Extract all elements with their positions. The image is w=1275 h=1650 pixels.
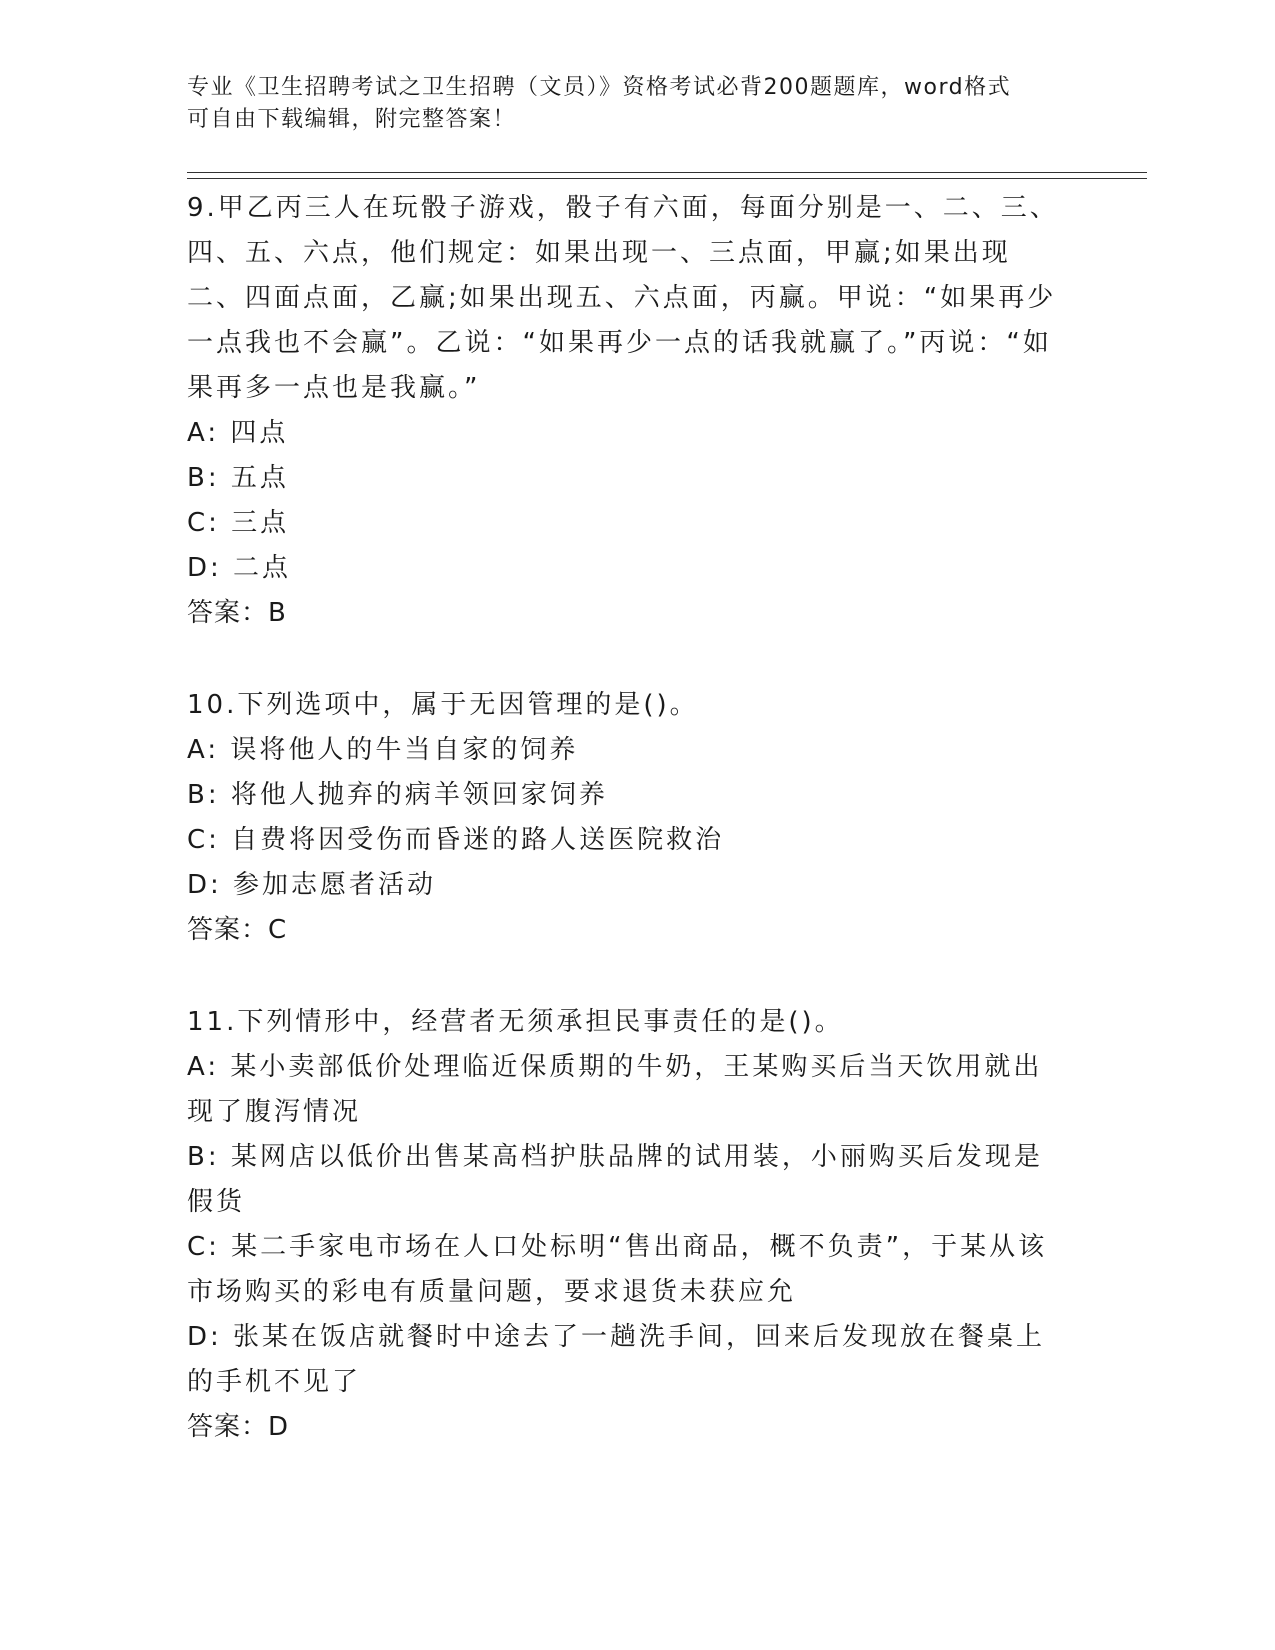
question-11-option-c: C: 某二手家电市场在人口处标明“售出商品，概不负责”，于某从该市场购买的彩电有质量问题，要求退货未获应允 [187, 1232, 1048, 1307]
question-11-text: 11.下列情形中，经营者无须承担民事责任的是()。 [187, 1007, 844, 1037]
question-10-answer: 答案：C [187, 915, 288, 945]
header-divider-top [187, 172, 1147, 173]
question-9-option-a: A: 四点 [187, 418, 289, 448]
question-9-option-c: C: 三点 [187, 508, 290, 538]
question-11 [187, 1000, 1067, 1450]
question-spacer [187, 953, 1067, 1000]
question-list [187, 186, 1067, 1450]
question-10 [187, 683, 1067, 953]
question-11-option-a: A: 某小卖部低价处理临近保质期的牛奶，王某购买后当天饮用就出现了腹泻情况 [187, 1052, 1043, 1127]
header-divider-bottom [187, 178, 1147, 179]
question-10-option-b: B: 将他人抛弃的病羊领回家饲养 [187, 780, 608, 810]
question-11-option-b: B: 某网店以低价出售某高档护肤品牌的试用装，小丽购买后发现是假货 [187, 1142, 1043, 1217]
question-11-option-d: D: 张某在饭店就餐时中途去了一趟洗手间，回来后发现放在餐桌上的手机不见了 [187, 1322, 1046, 1397]
header-title-line-1: 专业《卫生招聘考试之卫生招聘（文员）》资格考试必背200题题库，word格式 [187, 75, 1012, 100]
question-9-answer: 答案：B [187, 598, 287, 628]
document-header [187, 72, 1067, 136]
question-9-option-b: B: 五点 [187, 463, 289, 493]
question-9-option-d: D: 二点 [187, 553, 292, 583]
question-10-option-a: A: 误将他人的牛当自家的饲养 [187, 735, 579, 765]
question-9 [187, 186, 1067, 636]
question-10-option-d: D: 参加志愿者活动 [187, 870, 437, 900]
header-title-line-2: 可自由下载编辑，附完整答案！ [187, 107, 517, 132]
question-9-text: 9.甲乙丙三人在玩骰子游戏，骰子有六面，每面分别是一、二、三、四、五、六点，他们规定：如果出现一、三点面，甲赢;如果出现二、四面点面，乙赢;如果出现五、六点面，丙赢。甲说：“如果再少一点我也不会赢”。乙说：“如果再少一点的话我就赢了。”丙说：“如果再多一点也是我赢。” [187, 193, 1059, 403]
question-10-text: 10.下列选项中，属于无因管理的是()。 [187, 690, 699, 720]
question-10-option-c: C: 自费将因受伤而昏迷的路人送医院救治 [187, 825, 725, 855]
question-11-answer: 答案：D [187, 1412, 290, 1442]
question-spacer [187, 636, 1067, 683]
